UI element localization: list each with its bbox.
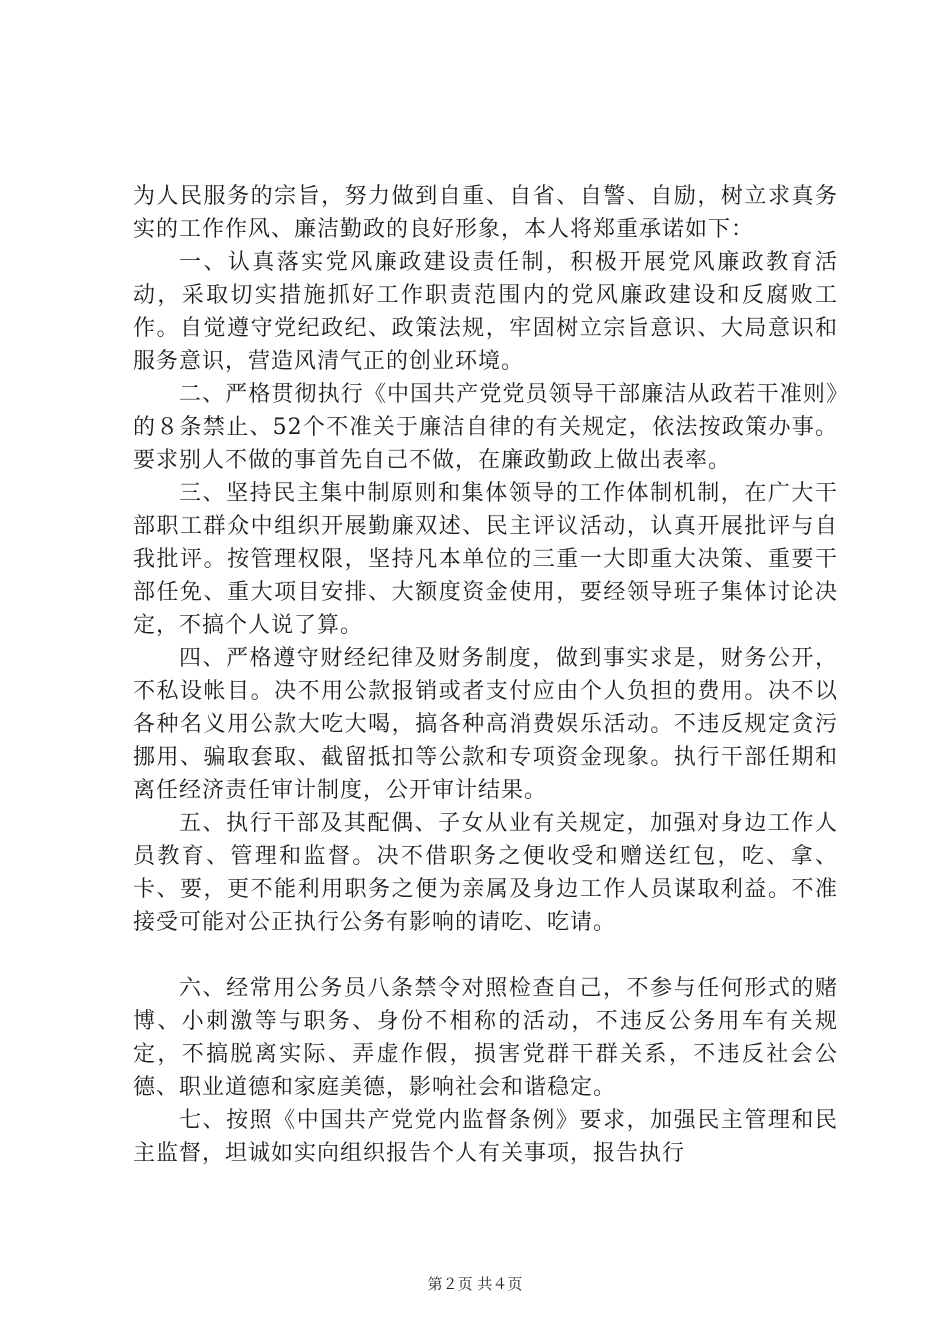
blank-line [133,939,838,972]
page-number-footer: 第２页 共４页 [427,1275,523,1293]
paragraph-item-3: 三、坚持民主集中制原则和集体领导的工作体制机制，在广大干部职工群众中组织开展勤廉双述、民主评议活动，认真开展批评与自我批评。按管理权限，坚持凡本单位的三重一大即重大决策、重要干部任免、重大项目安排、大额度资金使用，要经领导班子集体讨论决定，不搞个人说了算。 [133,481,838,638]
paragraph-item-5: 五、执行干部及其配偶、子女从业有关规定，加强对身边工作人员教育、管理和监督。决不借职务之便收受和赠送红包，吃、拿、卡、要，更不能利用职务之便为亲属及身边工作人员谋取利益。不准接受可能对公正执行公务有影响的请吃、吃请。 [133,811,838,935]
paragraph-item-6: 六、经常用公务员八条禁令对照检查自己，不参与任何形式的赌博、小刺激等与职务、身份不相称的活动，不违反公务用车有关规定，不搞脱离实际、弄虚作假，损害党群干群关系，不违反社会公德、职业道德和家庭美德，影响社会和谐稳定。 [133,976,838,1100]
paragraph-continuation: 为人民服务的宗旨，努力做到自重、自省、自警、自励，树立求真务实的工作作风、廉洁勤政的良好形象，本人将郑重承诺如下： [133,184,838,242]
paragraph-item-4: 四、严格遵守财经纪律及财务制度，做到事实求是，财务公开，不私设帐目。决不用公款报销或者支付应由个人负担的费用。决不以各种名义用公款大吃大喝，搞各种高消费娱乐活动。不违反规定贪污挪用、骗取套取、截留抵扣等公款和专项资金现象。执行干部任期和离任经济责任审计制度，公开审计结果。 [133,646,838,803]
paragraph-item-1: 一、认真落实党风廉政建设责任制，积极开展党风廉政教育活动，采取切实措施抓好工作职责范围内的党风廉政建设和反腐败工作。自觉遵守党纪政纪、政策法规，牢固树立宗旨意识、大局意识和服务意识，营造风清气正的创业环境。 [133,250,838,374]
paragraph-item-7: 七、按照《中国共产党党内监督条例》要求，加强民主管理和民主监督，坦诚如实向组织报告个人有关事项，报告执行 [133,1108,838,1166]
paragraph-item-2: 二、严格贯彻执行《中国共产党党员领导干部廉洁从政若干准则》的８条禁止、52个不准关于廉洁自律的有关规定，依法按政策办事。要求别人不做的事首先自己不做，在廉政勤政上做出表率。 [133,382,838,473]
document-body [133,180,838,1170]
